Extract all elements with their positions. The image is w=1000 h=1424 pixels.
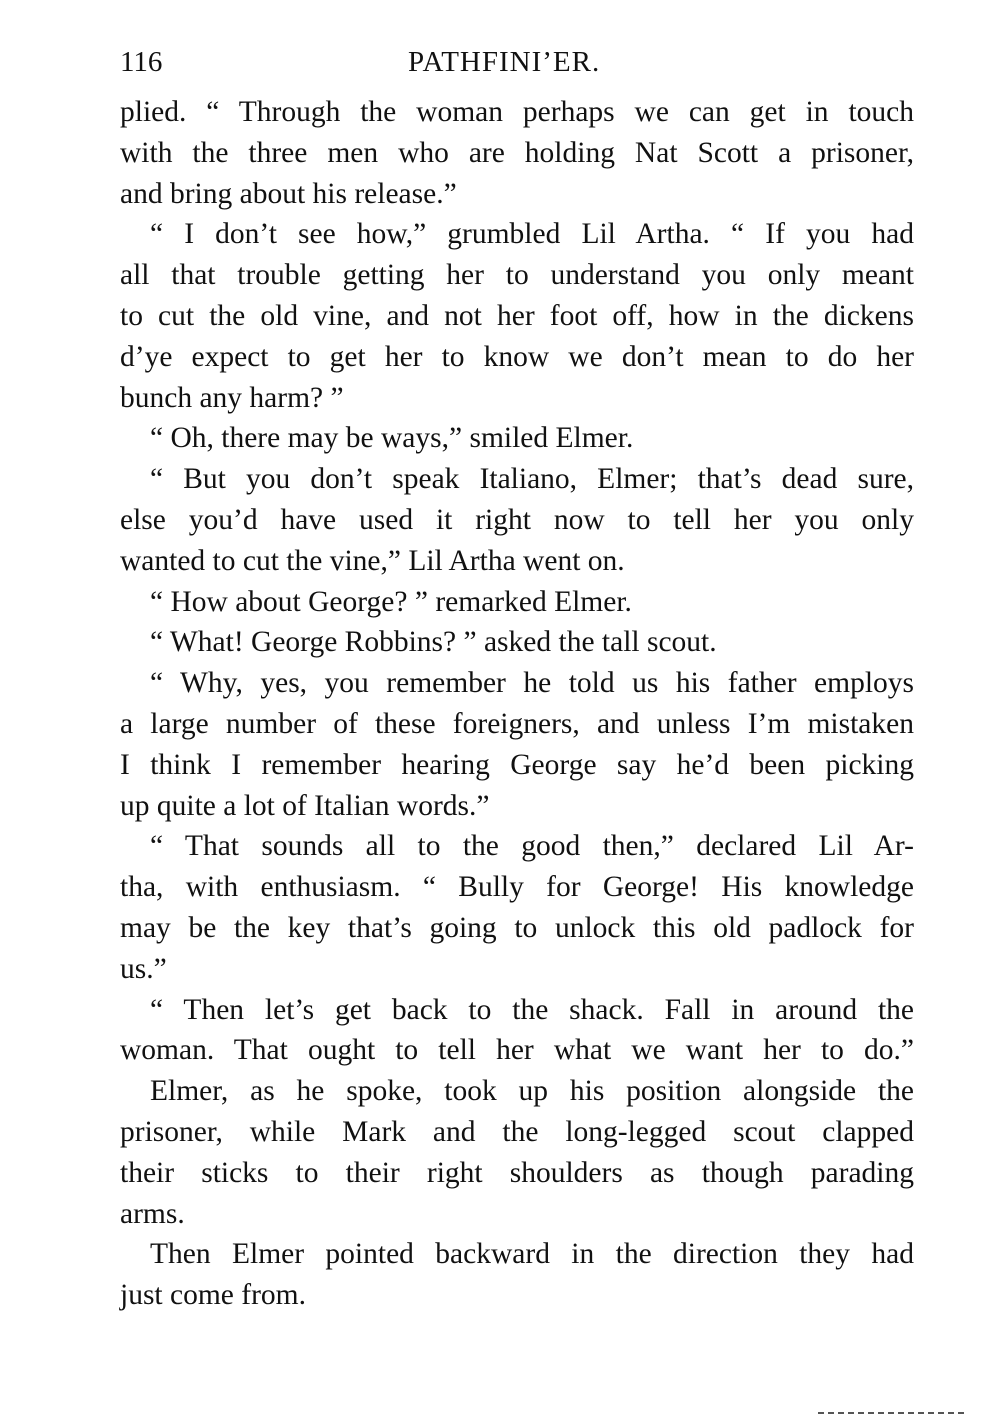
text-line: prisoner, while Mark and the long-legged scout clapped <box>120 1115 914 1148</box>
text-line: “ I don’t see how,” grumbled Lil Artha. “ If you had <box>150 218 914 251</box>
text-line: a large number of these foreigners, and unless I’m mistaken <box>120 707 914 740</box>
text-line: “ What! George Robbins? ” asked the tall scout. <box>150 626 717 659</box>
text-line: and bring about his release.” <box>120 177 457 210</box>
text-line: “ That sounds all to the good then,” declared Lil Ar- <box>150 830 914 863</box>
text-line: Then Elmer pointed backward in the direction they had <box>150 1238 914 1271</box>
text-line: Elmer, as he spoke, took up his position alongside the <box>150 1075 914 1108</box>
text-line: woman. That ought to tell her what we want her to do.” <box>120 1034 914 1067</box>
text-line: us.” <box>120 952 167 985</box>
text-line: arms. <box>120 1197 185 1230</box>
text-line: with the three men who are holding Nat Scott a prisoner, <box>120 136 914 169</box>
text-line: “ Why, yes, you remember he told us his father employs <box>150 667 914 700</box>
page-header <box>120 40 914 92</box>
text-line: “ How about George? ” remarked Elmer. <box>150 585 632 618</box>
text-line: their sticks to their right shoulders as though parading <box>120 1156 914 1189</box>
text-line: d’ye expect to get her to know we don’t mean to do her <box>120 340 914 373</box>
text-line: may be the key that’s going to unlock this old padlock for <box>120 911 914 944</box>
text-line: all that trouble getting her to understand you only meant <box>120 259 914 292</box>
text-line: up quite a lot of Italian words.” <box>120 789 490 822</box>
text-line: tha, with enthusiasm. “ Bully for George! His knowledge <box>120 871 914 904</box>
text-line: bunch any harm? ” <box>120 381 344 414</box>
page-number: 116 <box>120 46 163 78</box>
text-line: I think I remember hearing George say he’d been picking <box>120 748 914 781</box>
text-line: “ Then let’s get back to the shack. Fall in around the <box>150 993 914 1026</box>
book-page <box>120 40 914 1316</box>
text-line: to cut the old vine, and not her foot off, how in the dickens <box>120 299 914 332</box>
text-line: “ Oh, there may be ways,” smiled Elmer. <box>150 422 634 455</box>
text-line: plied. “ Through the woman perhaps we can get in touch <box>120 96 914 128</box>
text-line: wanted to cut the vine,” Lil Artha went on. <box>120 544 625 577</box>
text-line: else you’d have used it right now to tell her you only <box>120 503 914 536</box>
body-text <box>120 92 914 1316</box>
running-title: PATHFINІʼER. <box>408 46 601 78</box>
text-line: just come from. <box>120 1279 306 1312</box>
footer-rule <box>818 1412 964 1414</box>
text-line: “ But you don’t speak Italiano, Elmer; that’s dead sure, <box>150 463 914 496</box>
